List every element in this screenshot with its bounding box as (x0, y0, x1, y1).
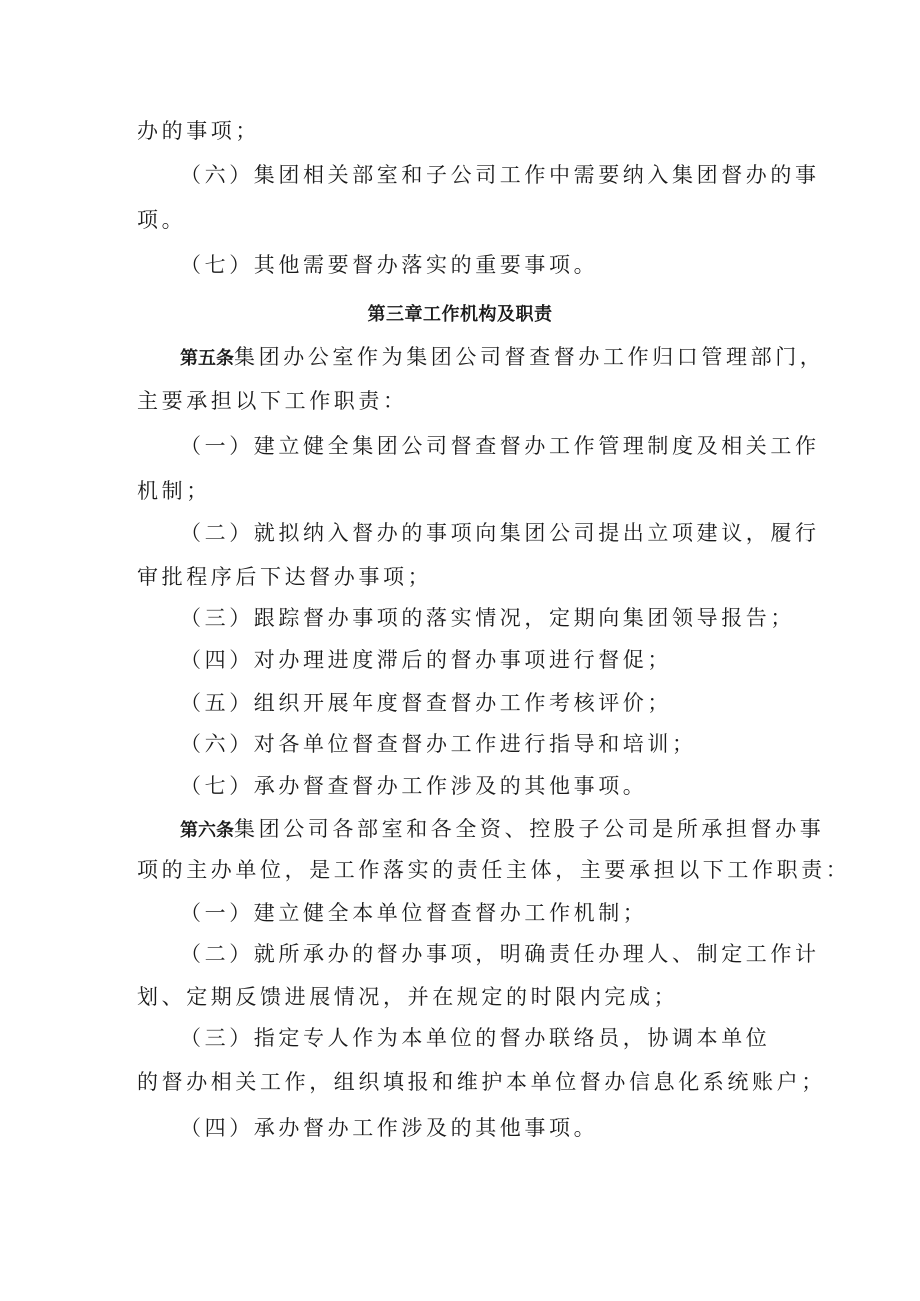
article-5-label: 第五条 (180, 348, 234, 369)
text-line: 项。 (137, 208, 187, 232)
article-6-text: 集团公司各部室和各全资、控股子公司是所承担督办事 (234, 817, 825, 841)
text-line: 机制； (137, 479, 211, 503)
text-line: （二）就所承办的督办事项，明确责任办理人、制定工作计 (180, 942, 820, 966)
chapter-heading: 第三章工作机构及职责 (367, 304, 553, 325)
text-line: （五）组织开展年度督查督办工作考核评价； (180, 691, 672, 715)
text-line: （三）指定专人作为本单位的督办联络员，协调本单位 (180, 1026, 771, 1050)
text-line: 审批程序后下达督办事项； (137, 565, 433, 589)
text-line: （一）建立健全本单位督查督办工作机制； (180, 901, 648, 925)
text-line: （二）就拟纳入督办的事项向集团公司提出立项建议，履行 (180, 521, 820, 545)
text-line: 划、定期反馈进展情况，并在规定的时限内完成； (137, 985, 679, 1009)
text-line: 的督办相关工作，组织填报和维护本单位督办信息化系统账户； (137, 1070, 826, 1094)
article-6-label: 第六条 (180, 820, 234, 841)
text-line: （四）承办督办工作涉及的其他事项。 (180, 1116, 599, 1140)
text-line: （六）集团相关部室和子公司工作中需要纳入集团督办的事 (180, 163, 820, 187)
article-6-first-line (180, 814, 824, 846)
text-line: （六）对各单位督查督办工作进行指导和培训； (180, 732, 697, 756)
text-line: （一）建立健全集团公司督查督办工作管理制度及相关工作 (180, 434, 820, 458)
text-line: 主要承担以下工作职责： (137, 389, 408, 413)
article-5-first-line (180, 342, 824, 374)
text-line: （三）跟踪督办事项的落实情况，定期向集团领导报告； (180, 606, 795, 630)
text-line: 办的事项； (137, 119, 260, 143)
article-5-text: 集团办公室作为集团公司督查督办工作归口管理部门， (234, 345, 825, 369)
text-line: （四）对办理进度滞后的督办事项进行督促； (180, 648, 672, 672)
text-line: （七）承办督查督办工作涉及的其他事项。 (180, 774, 648, 798)
text-line: （七）其他需要督办落实的重要事项。 (180, 253, 599, 277)
text-line: 项的主办单位，是工作落实的责任主体，主要承担以下工作职责： (137, 858, 851, 882)
